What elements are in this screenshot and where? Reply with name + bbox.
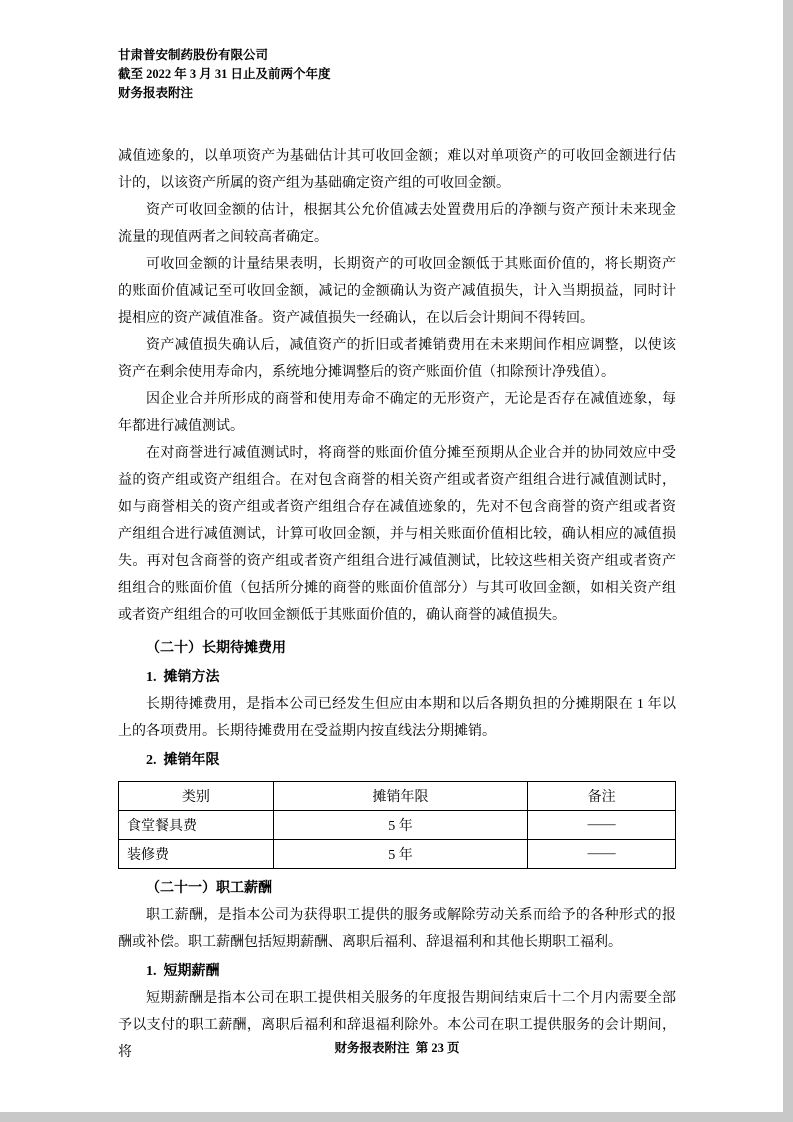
section-21-heading: （二十一）职工薪酬 [146,881,272,896]
company-name: 甘肃普安制药股份有限公司 [118,48,269,62]
cell-category: 食堂餐具费 [119,811,274,840]
col-header-remark: 备注 [528,782,676,811]
paragraph-short-term-compensation-def: 短期薪酬是指本公司在职工提供相关服务的年度报告期间结束后十二个月内需要全部予以支付的职工薪酬，离职后福利和辞退福利除外。本公司在职工提供服务的会计期间，将 [118,991,676,1060]
paragraph-goodwill-test-method: 在对商誉进行减值测试时，将商誉的账面价值分摊至预期从企业合并的协同效应中受益的资产组或资产组组合。在对包含商誉的相关资产组或者资产组组合进行减值测试时，如与商誉相关的资产组或者资产组组合存在减值迹象的，先对不包含商誉的资产组或者资产组组合进行减值测试，计算可收回金额，并与相关账面价值相比较，确认相应的减值损失。再对包含商誉的资产组或者资产组组合进行减值测试，比较这些相关资产组或者资产组组合的账面价值（包括所分摊的商誉的账面价值部分）与其可收回金额，如相关资产组或者资产组组合的可收回金额低于其账面价值的，确认商誉的减值损失。 [118,446,676,623]
paragraph-employee-compensation-def: 职工薪酬，是指本公司为获得职工提供的服务或解除劳动关系而给予的各种形式的报酬或补偿。职工薪酬包括短期薪酬、离职后福利、辞退福利和其他长期职工福利。 [118,908,676,950]
cell-remark: —— [528,840,676,869]
report-period: 截至 2022 年 3 月 31 日止及前两个年度 [118,67,331,81]
cell-period: 5 年 [273,811,528,840]
table-header-row [119,782,676,811]
document-type: 财务报表附注 [118,86,194,100]
cell-category: 装修费 [119,840,274,869]
paragraph-recoverable-amount-estimate: 资产可收回金额的估计，根据其公允价值减去处置费用后的净额与资产预计未来现金流量的现值两者之间较高者确定。 [118,203,676,245]
amortization-period-table [118,781,676,869]
paragraph-depreciation-adjustment: 资产减值损失确认后，减值资产的折旧或者摊销费用在未来期间作相应调整，以使该资产在剩余使用寿命内，系统地分摊调整后的资产账面价值（扣除预计净残值）。 [118,338,676,380]
paragraph-goodwill-annual-test: 因企业合并所形成的商誉和使用寿命不确定的无形资产，无论是否存在减值迹象，每年都进行减值测试。 [118,392,676,434]
page-footer: 财务报表附注 第 23 页 [334,1041,460,1055]
section-20-sub-1-amortization-method: 1. 摊销方法 [146,670,220,685]
col-header-category: 类别 [119,782,274,811]
section-20-heading: （二十）长期待摊费用 [146,641,286,656]
section-21-sub-1-short-term-compensation: 1. 短期薪酬 [146,964,220,979]
document-header [118,46,676,103]
document-body [118,143,676,1066]
cell-remark: —— [528,811,676,840]
table-row [119,840,676,869]
paragraph-impairment-unit-basis: 减值迹象的，以单项资产为基础估计其可收回金额；难以对单项资产的可收回金额进行估计的，以该资产所属的资产组为基础确定资产组的可收回金额。 [118,149,676,191]
paragraph-impairment-loss-recognition: 可收回金额的计量结果表明，长期资产的可收回金额低于其账面价值的，将长期资产的账面价值减记至可收回金额，减记的金额确认为资产减值损失，计入当期损益，同时计提相应的资产减值准备。资产减值损失一经确认，在以后会计期间不得转回。 [118,257,676,326]
page-content [118,46,676,1066]
cell-period: 5 年 [273,840,528,869]
table-row [119,811,676,840]
paragraph-long-term-deferred-expense: 长期待摊费用，是指本公司已经发生但应由本期和以后各期负担的分摊期限在 1 年以上的各项费用。长期待摊费用在受益期内按直线法分期摊销。 [118,697,676,739]
section-20-sub-2-amortization-period: 2. 摊销年限 [146,753,220,768]
col-header-amortization-period: 摊销年限 [273,782,528,811]
